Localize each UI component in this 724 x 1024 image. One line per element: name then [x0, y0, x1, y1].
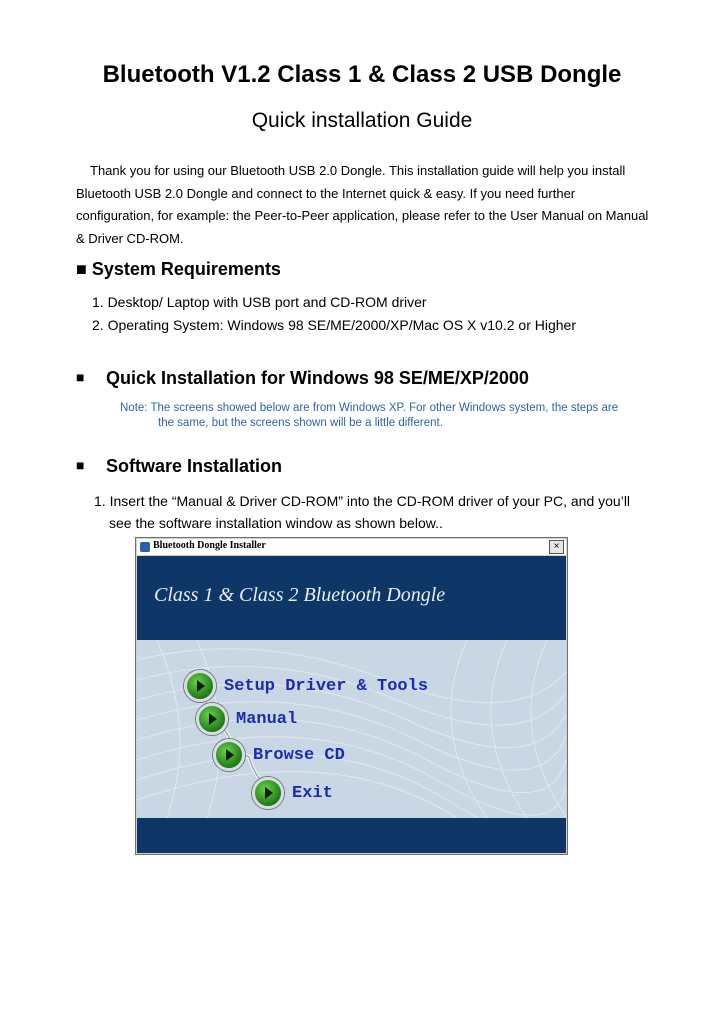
installer-window-title: Bluetooth Dongle Installer [153, 540, 266, 551]
step-line: 1. Insert the “Manual & Driver CD-ROM” into the CD-ROM driver of your PC, and you’ll [94, 493, 631, 509]
banner-text: Class 1 & Class 2 Bluetooth Dongle [154, 584, 446, 606]
system-requirements-heading: ■ System Requirements [76, 259, 281, 279]
exit-button[interactable] [252, 777, 333, 809]
installer-window [135, 537, 568, 855]
software-installation-heading [76, 456, 282, 477]
note-line: the same, but the screens shown will be a little different. [158, 417, 443, 429]
intro-line: & Driver CD-ROM. [76, 230, 184, 246]
note-line: Note: The screens showed below are from Windows XP. For other Windows system, the steps are [120, 402, 619, 414]
installer-menu-panel [137, 640, 566, 818]
document-title: Bluetooth V1.2 Class 1 & Class 2 USB Dongle [102, 61, 622, 88]
intro-paragraph [76, 160, 676, 250]
bullet-icon: ■ [76, 369, 85, 385]
app-icon [140, 542, 150, 552]
play-icon [196, 703, 228, 735]
heading-text: Quick Installation for Windows 98 SE/ME/XP/2000 [106, 368, 529, 388]
installer-title-bar[interactable] [137, 539, 566, 555]
menu-label: Manual [236, 709, 298, 729]
installer-footer [137, 818, 566, 853]
step-line: see the software installation window as shown below.. [109, 515, 443, 531]
menu-label: Setup Driver & Tools [224, 676, 429, 696]
play-icon [252, 777, 284, 809]
document-subtitle: Quick installation Guide [251, 109, 473, 132]
system-requirements-list [92, 291, 576, 337]
close-icon[interactable]: × [549, 540, 564, 554]
list-item: 1. Desktop/ Laptop with USB port and CD-ROM driver [92, 294, 427, 310]
intro-line: Thank you for using our Bluetooth USB 2.0 Dongle. This installation guide will help you install [90, 163, 626, 178]
intro-line: Bluetooth USB 2.0 Dongle and connect to the Internet quick & easy. If you need further [76, 185, 576, 201]
browse-cd-button[interactable] [213, 739, 345, 771]
step-1 [94, 490, 670, 534]
menu-label: Exit [292, 783, 333, 803]
setup-driver-tools-button[interactable] [184, 670, 428, 702]
manual-button[interactable] [196, 703, 297, 735]
list-item: 2. Operating System: Windows 98 SE/ME/2000/XP/Mac OS X v10.2 or Higher [92, 317, 576, 333]
play-icon [213, 739, 245, 771]
bullet-icon: ■ [76, 457, 85, 473]
play-icon [184, 670, 216, 702]
installer-banner [137, 556, 566, 640]
intro-line: configuration, for example: the Peer-to-Peer application, please refer to the User Manual on Manual [76, 208, 649, 223]
quick-installation-heading [76, 368, 529, 389]
menu-label: Browse CD [253, 745, 345, 765]
note-text [120, 401, 618, 431]
heading-text: Software Installation [106, 456, 283, 476]
